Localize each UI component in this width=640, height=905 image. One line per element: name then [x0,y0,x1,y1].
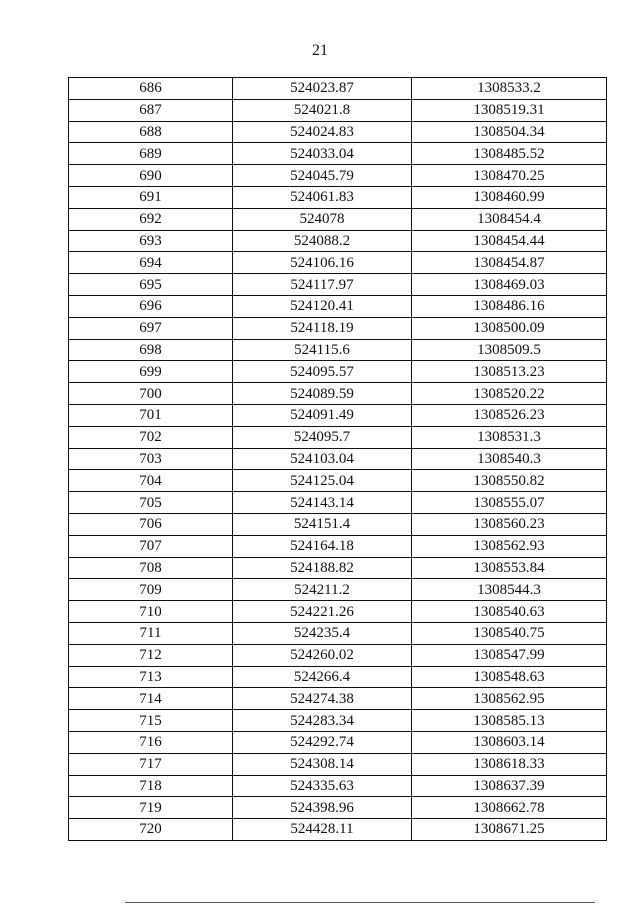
point-number-cell: 701 [69,404,233,426]
point-number-cell: 712 [69,644,233,666]
table-row [69,426,607,448]
x-coordinate-cell: 524120.41 [233,295,412,317]
table-row [69,165,607,187]
y-coordinate-cell: 1308585.13 [412,710,607,732]
x-coordinate-cell: 524151.4 [233,513,412,535]
point-number-cell: 713 [69,666,233,688]
point-number-cell: 690 [69,165,233,187]
x-coordinate-cell: 524235.4 [233,622,412,644]
x-coordinate-cell: 524283.34 [233,710,412,732]
table-row [69,252,607,274]
table-row [69,295,607,317]
x-coordinate-cell: 524078 [233,208,412,230]
table-row [69,143,607,165]
table-row [69,383,607,405]
table-row [69,797,607,819]
x-coordinate-cell: 524089.59 [233,383,412,405]
y-coordinate-cell: 1308504.34 [412,121,607,143]
y-coordinate-cell: 1308553.84 [412,557,607,579]
x-coordinate-cell: 524095.57 [233,361,412,383]
point-number-cell: 719 [69,797,233,819]
x-coordinate-cell: 524033.04 [233,143,412,165]
x-coordinate-cell: 524274.38 [233,688,412,710]
point-number-cell: 695 [69,274,233,296]
x-coordinate-cell: 524103.04 [233,448,412,470]
table-row [69,775,607,797]
table-row [69,208,607,230]
table-row [69,688,607,710]
y-coordinate-cell: 1308531.3 [412,426,607,448]
point-number-cell: 709 [69,579,233,601]
point-number-cell: 718 [69,775,233,797]
x-coordinate-cell: 524428.11 [233,819,412,841]
y-coordinate-cell: 1308454.87 [412,252,607,274]
point-number-cell: 716 [69,731,233,753]
x-coordinate-cell: 524117.97 [233,274,412,296]
x-coordinate-cell: 524221.26 [233,601,412,623]
y-coordinate-cell: 1308540.75 [412,622,607,644]
coordinates-table [68,77,607,841]
point-number-cell: 720 [69,819,233,841]
x-coordinate-cell: 524335.63 [233,775,412,797]
table-row [69,339,607,361]
x-coordinate-cell: 524266.4 [233,666,412,688]
table-row [69,819,607,841]
y-coordinate-cell: 1308519.31 [412,99,607,121]
point-number-cell: 698 [69,339,233,361]
point-number-cell: 710 [69,601,233,623]
table-row [69,557,607,579]
y-coordinate-cell: 1308509.5 [412,339,607,361]
table-row [69,404,607,426]
table-row [69,186,607,208]
point-number-cell: 702 [69,426,233,448]
y-coordinate-cell: 1308454.44 [412,230,607,252]
x-coordinate-cell: 524061.83 [233,186,412,208]
y-coordinate-cell: 1308470.25 [412,165,607,187]
point-number-cell: 691 [69,186,233,208]
table-row [69,579,607,601]
table-row [69,230,607,252]
y-coordinate-cell: 1308486.16 [412,295,607,317]
point-number-cell: 708 [69,557,233,579]
point-number-cell: 700 [69,383,233,405]
y-coordinate-cell: 1308603.14 [412,731,607,753]
point-number-cell: 696 [69,295,233,317]
x-coordinate-cell: 524106.16 [233,252,412,274]
point-number-cell: 686 [69,78,233,100]
y-coordinate-cell: 1308513.23 [412,361,607,383]
point-number-cell: 714 [69,688,233,710]
y-coordinate-cell: 1308526.23 [412,404,607,426]
point-number-cell: 707 [69,535,233,557]
y-coordinate-cell: 1308485.52 [412,143,607,165]
y-coordinate-cell: 1308671.25 [412,819,607,841]
point-number-cell: 706 [69,513,233,535]
table-row [69,99,607,121]
x-coordinate-cell: 524308.14 [233,753,412,775]
coordinates-table-body [69,78,607,841]
point-number-cell: 694 [69,252,233,274]
point-number-cell: 697 [69,317,233,339]
x-coordinate-cell: 524260.02 [233,644,412,666]
point-number-cell: 688 [69,121,233,143]
point-number-cell: 699 [69,361,233,383]
table-row [69,361,607,383]
x-coordinate-cell: 524091.49 [233,404,412,426]
x-coordinate-cell: 524125.04 [233,470,412,492]
y-coordinate-cell: 1308560.23 [412,513,607,535]
table-row [69,492,607,514]
y-coordinate-cell: 1308562.95 [412,688,607,710]
y-coordinate-cell: 1308662.78 [412,797,607,819]
y-coordinate-cell: 1308618.33 [412,753,607,775]
y-coordinate-cell: 1308500.09 [412,317,607,339]
table-row [69,78,607,100]
point-number-cell: 715 [69,710,233,732]
table-row [69,470,607,492]
point-number-cell: 717 [69,753,233,775]
page-number: 21 [312,42,328,59]
x-coordinate-cell: 524143.14 [233,492,412,514]
y-coordinate-cell: 1308469.03 [412,274,607,296]
table-row [69,666,607,688]
point-number-cell: 687 [69,99,233,121]
table-row [69,448,607,470]
y-coordinate-cell: 1308540.3 [412,448,607,470]
point-number-cell: 704 [69,470,233,492]
y-coordinate-cell: 1308533.2 [412,78,607,100]
y-coordinate-cell: 1308548.63 [412,666,607,688]
table-row [69,710,607,732]
point-number-cell: 692 [69,208,233,230]
y-coordinate-cell: 1308454.4 [412,208,607,230]
x-coordinate-cell: 524188.82 [233,557,412,579]
y-coordinate-cell: 1308637.39 [412,775,607,797]
y-coordinate-cell: 1308555.07 [412,492,607,514]
table-row [69,731,607,753]
y-coordinate-cell: 1308550.82 [412,470,607,492]
table-row [69,753,607,775]
point-number-cell: 711 [69,622,233,644]
y-coordinate-cell: 1308544.3 [412,579,607,601]
y-coordinate-cell: 1308562.93 [412,535,607,557]
x-coordinate-cell: 524292.74 [233,731,412,753]
x-coordinate-cell: 524115.6 [233,339,412,361]
y-coordinate-cell: 1308520.22 [412,383,607,405]
bottom-rule [125,902,595,903]
x-coordinate-cell: 524398.96 [233,797,412,819]
table-row [69,513,607,535]
y-coordinate-cell: 1308540.63 [412,601,607,623]
y-coordinate-cell: 1308460.99 [412,186,607,208]
point-number-cell: 703 [69,448,233,470]
x-coordinate-cell: 524118.19 [233,317,412,339]
table-row [69,644,607,666]
x-coordinate-cell: 524164.18 [233,535,412,557]
table-row [69,274,607,296]
point-number-cell: 693 [69,230,233,252]
table-row [69,535,607,557]
table-row [69,622,607,644]
x-coordinate-cell: 524023.87 [233,78,412,100]
x-coordinate-cell: 524211.2 [233,579,412,601]
x-coordinate-cell: 524088.2 [233,230,412,252]
x-coordinate-cell: 524095.7 [233,426,412,448]
x-coordinate-cell: 524045.79 [233,165,412,187]
table-row [69,601,607,623]
table-row [69,121,607,143]
y-coordinate-cell: 1308547.99 [412,644,607,666]
x-coordinate-cell: 524024.83 [233,121,412,143]
table-row [69,317,607,339]
x-coordinate-cell: 524021.8 [233,99,412,121]
point-number-cell: 689 [69,143,233,165]
point-number-cell: 705 [69,492,233,514]
